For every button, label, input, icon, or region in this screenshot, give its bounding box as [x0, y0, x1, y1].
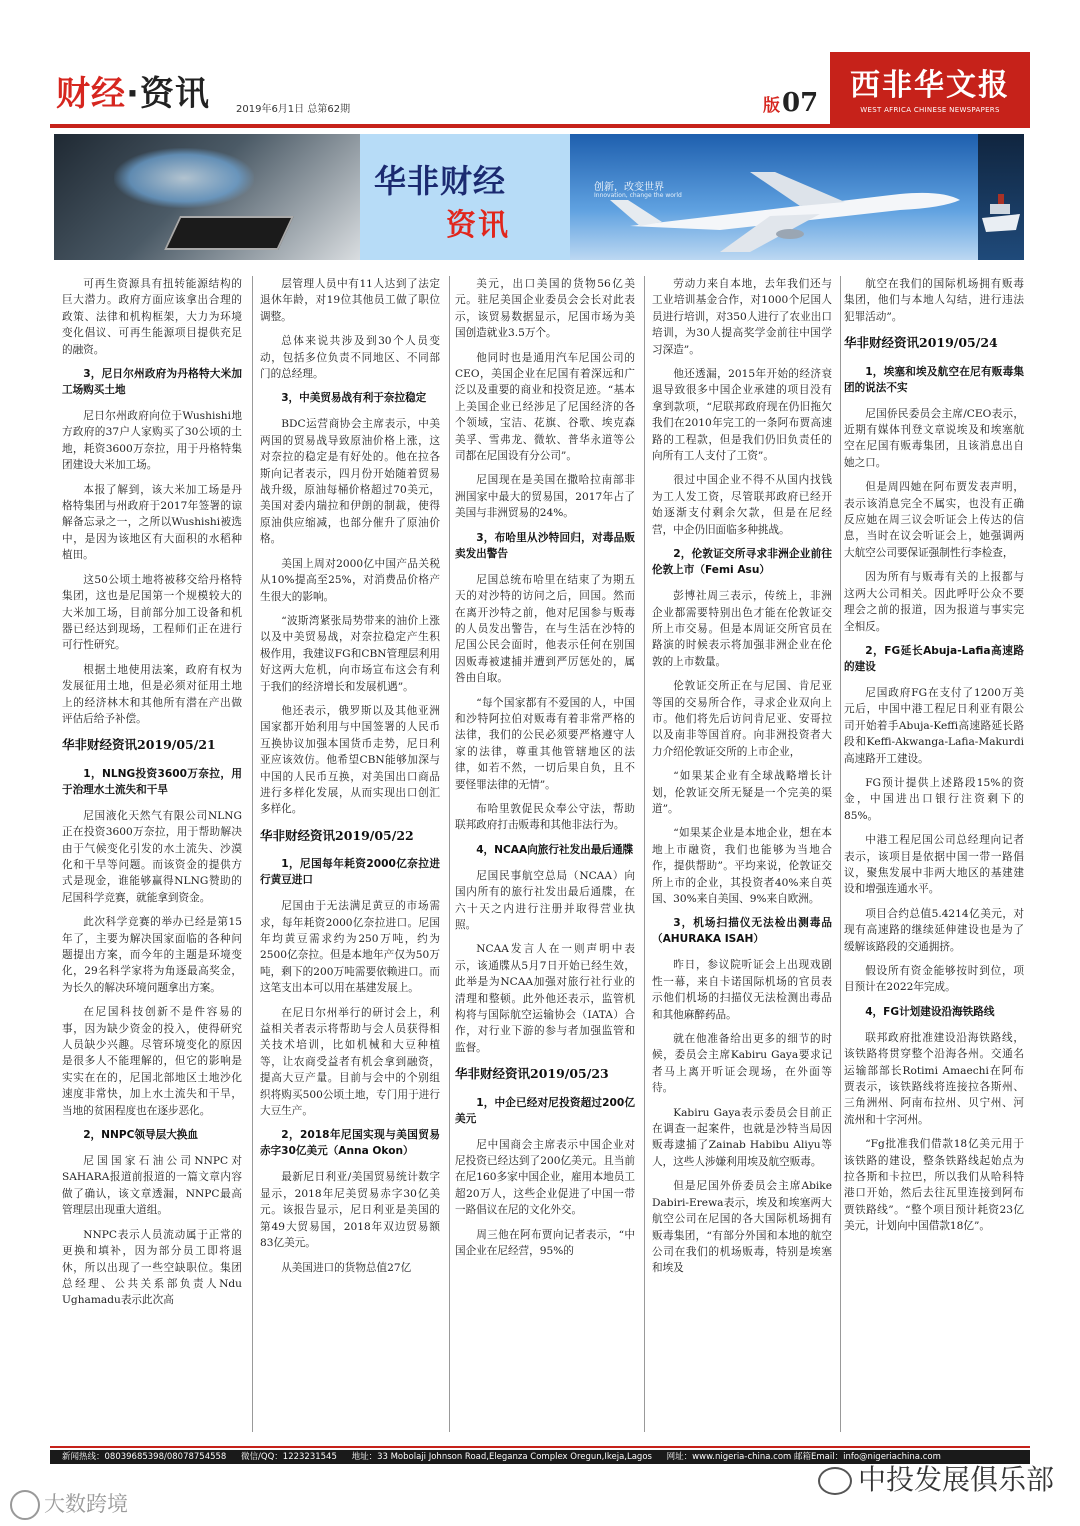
section-heading: 华非财经资讯2019/05/24 — [844, 335, 998, 351]
article-paragraph: 此次科学竞赛的举办已经是第15年了，主要为解决国家面临的各种问题提出方案，而今年的主题是环境变化，29名科学家将为角逐最高奖金，为长久的解决环境问题拿出方案。 — [62, 916, 242, 994]
article-paragraph: 在尼国科技创新不是件容易的事，因为缺少资金的投入，使得研究人员缺少兴趣。尽管环境变化的原因是很多人不能理解的，但它的影响是实实在在的，尼国北部地区土地沙化速度非常快，加上水土流失和干旱，当地的贫困程度也在逐步恶化。 — [62, 1006, 242, 1117]
article-paragraph: NCAA发言人在一则声明中表示，该通牒从5月7日开始已经生效，此举是为NCAA加强对旅行社行业的清理和整顿。此外他还表示，监管机构将与国际航空运输协会（IATA）合作，对行业下游的参与者加强监管和监督。 — [455, 943, 635, 1054]
article-paragraph: 但是尼国外侨委员会主席Abike Dabiri-Erewa表示，埃及和埃塞两大航空公司在尼国的各大国际机场拥有贩毒集团，“有部分外国和本地的航空公司在我们的机场贩毒，特别是埃塞和埃及 — [652, 1180, 832, 1275]
article-paragraph: 布哈里敦促民众奉公守法，帮助联邦政府打击贩毒和其他非法行为。 — [455, 802, 635, 832]
article-paragraph: 在尼日尔州举行的研讨会上，利益相关者表示将帮助与会人员获得相关技术培训，比如机械和大豆种植等，让农商受益者有机会拿到融资，提高大豆产量。目前与会中的个别组织将购买500公顷土地，专门用于进行大豆生产。 — [260, 1006, 440, 1118]
article-paragraph: “如果某企业有全球战略增长计划，伦敦证交所无疑是一个完美的渠道”。 — [652, 770, 832, 815]
article-paragraph: 航空在我们的国际机场拥有贩毒集团，他们与本地人勾结，进行违法犯罪活动”。 — [844, 278, 1024, 323]
article-paragraph: “如果某企业是本地企业，想在本地上市融资，我们也能够为当地合作，提供帮助”。平均来说，伦敦证交所上市的企业，其投资者40%来自英国、30%来自美国、9%来自欧洲。 — [652, 827, 832, 905]
issue-date: 2019年6月1日 总第62期 — [236, 104, 351, 115]
masthead — [50, 52, 1030, 124]
article-columns — [62, 276, 1024, 1432]
article-paragraph: 从美国进口的货物总值27亿 — [281, 1261, 412, 1274]
article-paragraph: 尼国政府FG在支付了1200万美元后，中国中港工程尼日利亚有限公司开始着手Abuja-Keffi高速路延长路段和Keffi-Akwanga-Lafia-Makurdi高速路开工建设。 — [844, 686, 1024, 765]
section-heading: 华非财经资讯2019/05/22 — [260, 827, 414, 843]
article-paragraph: FG预计提供上述路段15%的资金，中国进出口银行注资剩下的85%。 — [844, 776, 1024, 822]
section-title — [56, 66, 210, 115]
article-paragraph: 尼国液化天然气有限公司NLNG正在投资3600万奈拉，用于帮助解决由于气候变化引发的水土流失、沙漠化和干旱等问题。而该资金的提供方式是现金，谁能够赢得NLNG赞助的尼国科学竞赛，就能拿到资金。 — [62, 809, 242, 904]
article-paragraph: 昨日，参议院听证会上出现戏剧性一幕，来自卡诺国际机场的官员表示他们机场的扫描仪无法检测出毒品和其他麻醉药品。 — [652, 959, 832, 1021]
article-paragraph: 尼中国商会主席表示中国企业对尼投资已经达到了200亿美元。且当前在尼160多家中国企业，雇用本地员工超20万人，这些企业促进了中国一带一路倡议在尼的文化外交。 — [455, 1138, 635, 1217]
column-divider — [840, 276, 841, 1432]
column-divider — [449, 276, 450, 1432]
article-column-2 — [260, 276, 440, 1432]
article-headline: 2，NNPC领导层大换血 — [83, 1129, 198, 1142]
newspaper-logo — [830, 52, 1030, 124]
footer-hotline: 新闻热线：08039685398/08078754558 — [62, 1452, 227, 1462]
article-paragraph: 尼国由于无法满足黄豆的市场需求，每年耗资2000亿奈拉进口。尼国年均黄豆需求约为250万吨，约为2500亿奈拉。但是本地年产仅为50万吨，剩下的200万吨需要依赖进口。而这笔支出本可以用在基建发展上。 — [260, 900, 440, 995]
article-paragraph: 他还表示，俄罗斯以及其他亚洲国家都开始利用与中国签署的人民币互换协议加强本国货币走势，尼日利亚应该效仿。他希望CBN能够加深与中国的人民币互换，对美国出口商品进行多样化发展，从而实现出口创汇多样化。 — [260, 704, 440, 816]
footer-rule — [50, 1446, 1030, 1448]
article-paragraph: 尼国侨民委员会主席/CEO表示，近期有媒体刊登文章说埃及和埃塞航空在尼国有贩毒集团，且该消息出自她之口。 — [844, 407, 1024, 469]
article-headline: 1，中企已经对尼投资超过200亿美元 — [455, 1096, 635, 1125]
article-paragraph: Kabiru Gaya表示委员会目前正在调查一起案件，也就是沙特当局因贩毒逮捕了Zainab Habibu Aliyu等人，这些人涉嫌利用埃及航空贩毒。 — [652, 1106, 832, 1168]
banner-tagline: 创新，改变世界 — [594, 182, 664, 193]
article-paragraph: 但是周四她在阿布贾发表声明，表示该消息完全不属实，也没有正确反应她在周三议会听证会上传达的信息，当时在议会听证会上，她强调两大航空公司要保证强制性行李检查， — [844, 481, 1024, 559]
article-paragraph: 很过中国企业不得不从国内找钱为工人发工资，尽管联邦政府已经开始逐渐支付剩余欠款，但是在尼经营，中企仍旧面临多种挑战。 — [652, 474, 832, 536]
edition-value: 07 — [782, 88, 819, 118]
article-paragraph: 伦敦证交所正在与尼国、肯尼亚等国的交易所合作，寻求企业双向上市。他们将先后访问肯尼亚、安哥拉以及南非等国首府。向非洲投资者大力介绍伦敦证交所的上市企业， — [652, 680, 832, 758]
article-column-1 — [62, 276, 242, 1432]
article-paragraph: 尼国现在是美国在撒哈拉南部非洲国家中最大的贸易国，2017年占了美国与非洲贸易的24%。 — [455, 474, 635, 520]
article-paragraph: 尼国总统布哈里在结束了为期五天的对沙特的访问之后，回国。然而在离开沙特之前，他对尼国参与贩毒的人员发出警告，在与生活在沙特的尼国公民会面时，他表示任何在别国因贩毒被逮捕并遭到严厉惩处的，属咎由自取。 — [455, 573, 635, 685]
article-column-5 — [844, 276, 1024, 1432]
watermark-right — [818, 1458, 1054, 1498]
logo-english: WEST AFRICA CHINESE NEWSPAPERS — [860, 106, 1000, 114]
business-image — [54, 134, 360, 260]
footer-website: 网址：www.nigeria-china.com 邮箱Email：info@nigeriachina.com — [666, 1452, 941, 1462]
article-headline: 1，埃塞和埃及航空在尼有贩毒集团的说法不实 — [844, 365, 1024, 394]
article-paragraph: NNPC表示人员流动属于正常的更换和填补，因为部分员工即将退休，所以出现了一些空缺职位。集团总经理、公共关系部负责人Ndu Ughamadu表示此次高 — [62, 1228, 242, 1307]
article-paragraph: 这50公顷土地将被移交给丹格特集团，这也是尼国第一个规模较大的大米加工场，目前部分加工设备和机器已经达到现场，工程师们正在进行可行性研究。 — [62, 573, 242, 652]
article-headline: 2，2018年尼国实现与美国贸易赤字30亿美元（Anna Okon） — [260, 1129, 440, 1158]
article-paragraph: 最新尼日利亚/美国贸易统计数字显示，2018年尼美贸易赤字30亿美元。该报告显示，尼日利亚是美国的第49大贸易国，2018年双边贸易额83亿美元。 — [260, 1171, 440, 1250]
ship-image — [978, 134, 1024, 260]
banner-subtitle: 资讯 — [446, 208, 510, 243]
article-paragraph: “每个国家都有不爱国的人，中国和沙特阿拉伯对贩毒有着非常严格的法律，我们的公民必须要严格遵守人家的法律，尊重其他管辖地区的法律，如若不然，一切后果自负，且不要怪罪法律的无情”。 — [455, 696, 635, 791]
article-paragraph: 尼国民事航空总局（NCAA）向国内所有的旅行社发出最后通牒，在六十天之内进行注册并取得营业执照。 — [455, 869, 635, 931]
article-paragraph: 总体来说共涉及到30个人员变动，包括多位负责不同地区、不同部门的总经理。 — [260, 335, 440, 381]
banner-tagline-en: Innovation, change the world — [594, 192, 682, 199]
article-paragraph: 尼日尔州政府向位于Wushishi地方政府的37户人家购买了30公顷的土地，耗资3600万奈拉，用于丹格特集团建设大米加工场。 — [62, 410, 242, 472]
article-paragraph: 本报了解到，该大米加工场是丹格特集团与州政府于2017年签署的谅解备忘录之一，之所以Wushishi被选中，是因为该地区有大面积的水稻种植田。 — [62, 483, 242, 562]
section-title-black: ·资讯 — [126, 74, 210, 114]
watermark-left — [10, 1488, 128, 1520]
article-headline: 1，NLNG投资3600万奈拉，用于治理水土流失和干旱 — [62, 767, 242, 796]
article-paragraph: 就在他准备给出更多的细节的时候，委员会主席Kabiru Gaya要求记者马上离开听证会现场，在外面等待。 — [652, 1033, 832, 1095]
edition-label: 版 — [763, 96, 780, 116]
article-paragraph: 劳动力来自本地，去年我们还与工业培训基金合作，对1000个尼国人员进行培训，对350人进行了农业出口培训，为30人提高奖学金前往中国学习深造”。 — [652, 278, 832, 356]
article-paragraph: 因为所有与贩毒有关的上报都与这两大公司相关。因此呼吁公众不要理会之前的报道，因为报道与事实完全相反。 — [844, 571, 1024, 633]
article-paragraph: 可再生资源具有扭转能源结构的巨大潜力。政府方面应该拿出合理的政策、法律和机构框架，大力为环境变化倡议、可再生能源项目提供充足的融资。 — [62, 278, 242, 356]
watermark-right-text: 中投发展俱乐部 — [858, 1463, 1055, 1496]
article-column-3 — [455, 276, 635, 1432]
article-paragraph: “Fg批准我们借款18亿美元用于该铁路的建设，整条铁路线起始点为拉各斯和卡拉巴，所以我们从哈科特港口开始，然后去往瓦里连接到阿布贾铁路线”。“整个项目预计耗资23亿美元，计划向中国借款18亿”。 — [844, 1138, 1024, 1233]
article-headline: 3，尼日尔州政府为丹格特大米加工场购买土地 — [62, 368, 242, 397]
tablet-graphic — [164, 216, 294, 250]
banner-title: 华非财经 — [374, 162, 507, 200]
article-headline: 1，尼国每年耗资2000亿奈拉进行黄豆进口 — [260, 858, 440, 887]
article-paragraph: 美元，出口美国的货物56亿美元。驻尼美国企业委员会会长对此表示，该贸易数据显示，尼国市场为美国创造就业3.5万个。 — [455, 278, 635, 340]
article-paragraph: BDC运营商协会主席表示，中美两国的贸易战导致原油价格上涨，这对奈拉的稳定是有好处的。他在拉各斯向记者表示，四月份开始随着贸易战升级，原油每桶价格超过70美元，美国对委内瑞拉和伊朗的制裁，使得原油供应缩减，也部分催升了原油价格。 — [260, 418, 440, 546]
article-headline: 3，中美贸易战有利于奈拉稳定 — [281, 392, 427, 405]
airplane-image — [570, 134, 978, 260]
article-paragraph: 假设所有资金能够按时到位，项目预计在2022年完成。 — [844, 965, 1024, 994]
article-column-4 — [652, 276, 832, 1432]
article-headline: 4，FG计划建设沿海铁路线 — [865, 1005, 995, 1018]
article-headline: 2，伦敦证交所寻求非洲企业前往伦敦上市（Femi Asu） — [652, 548, 832, 577]
article-headline: 3，布哈里从沙特回归，对毒品贩卖发出警告 — [455, 531, 635, 560]
wechat-icon — [818, 1467, 852, 1495]
article-paragraph: 美国上周对2000亿中国产品关税从10%提高至25%，对消费品价格产生很大的影响。 — [260, 557, 440, 603]
article-paragraph: 彭博社周三表示，传统上，非洲企业都需要特别出色才能在伦敦证交所上市交易。但是本周证交所官员在路演的时候表示将加强非洲企业在伦敦的上市数量。 — [652, 590, 832, 668]
article-paragraph: 项目合约总值5.4214亿美元，对现有高速路的继续延伸建设也是为了缓解该路段的交通拥挤。 — [844, 907, 1024, 953]
article-headline: 3，机场扫描仪无法检出测毒品（AHURAKA ISAH） — [652, 917, 832, 946]
column-divider — [252, 276, 253, 1432]
column-divider — [644, 276, 645, 1432]
section-banner — [54, 134, 1024, 260]
article-headline: 2，FG延长Abuja-Lafia高速路的建设 — [844, 644, 1024, 673]
article-paragraph: 他同时也是通用汽车尼国公司的CEO，美国企业在尼国有着深远和广泛以及重要的商业和投资足迹。“基本上美国企业已经涉足了尼国经济的各个领域，宝洁、花旗、谷歌、埃克森美孚、雪弗龙、微软、普华永道等公司都在尼国设有分公司”。 — [455, 351, 635, 463]
footer-wechat: 微信/QQ：1223231545 — [241, 1452, 337, 1462]
logo-chinese: 西非华文报 — [850, 68, 1010, 103]
article-paragraph: 尼国国家石油公司NNPC对SAHARA报道前报道的一篇文章内容做了确认，该文章透漏，NNPC最高管理层出现重大道组。 — [62, 1155, 242, 1217]
article-headline: 4，NCAA向旅行社发出最后通牒 — [476, 843, 634, 856]
section-heading: 华非财经资讯2019/05/23 — [455, 1066, 609, 1082]
section-heading: 华非财经资讯2019/05/21 — [62, 737, 216, 753]
article-paragraph: 联邦政府批准建设沿海铁路线，该铁路将贯穿整个沿海各州。交通名运输部部长Rotimi Amaechi在阿布贾表示，该铁路线将连接拉各斯州、三角洲州、阿南布拉州、贝宁州、河流州和十字河州。 — [844, 1031, 1024, 1126]
edition-number — [763, 88, 818, 118]
world-map-graphic — [114, 148, 254, 208]
section-title-red: 财经 — [56, 74, 126, 114]
footer-address: 地址：33 Mobolaji Johnson Road,Eleganza Complex Oregun,Ikeja,Lagos — [351, 1452, 652, 1462]
article-paragraph: 层管理人员中有11人达到了法定退休年龄，对19位其他员工做了职位调整。 — [260, 278, 440, 323]
watermark-left-text: 大数跨境 — [44, 1492, 128, 1516]
masthead-rule — [50, 124, 1030, 128]
article-paragraph: 根据土地使用法案，政府有权为发展征用土地，但是必须对征用土地上的经济林木和其他所有潜在产出做评估后给予补偿。 — [62, 663, 242, 725]
article-paragraph: “波斯湾紧张局势带来的油价上涨以及中美贸易战，对奈拉稳定产生积极作用，我建议FG和CBN管理层利用好这两大危机，向市场宣布这会有利于我们的经济增长和发展机遇”。 — [260, 614, 440, 693]
watermark-logo-icon — [10, 1490, 40, 1520]
ship-icon — [978, 134, 1024, 260]
article-paragraph: 他还透漏，2015年开始的经济衰退导致很多中国企业承建的项目没有拿到款项，“尼联邦政府现在仍旧拖欠我们在2010年完工的一条阿布贾高速路的工程款，但是我们仍旧负责任的向所有工人支付了工资”。 — [652, 368, 832, 463]
article-paragraph: 周三他在阿布贾向记者表示，“中国企业在尼经营，95%的 — [455, 1228, 635, 1258]
article-paragraph: 中港工程尼国公司总经理向记者表示，该项目是依据中国一带一路倡议，聚焦发展中非两大地区的基建建设和增强连通水平。 — [844, 834, 1024, 896]
banner-title-panel — [360, 134, 570, 260]
